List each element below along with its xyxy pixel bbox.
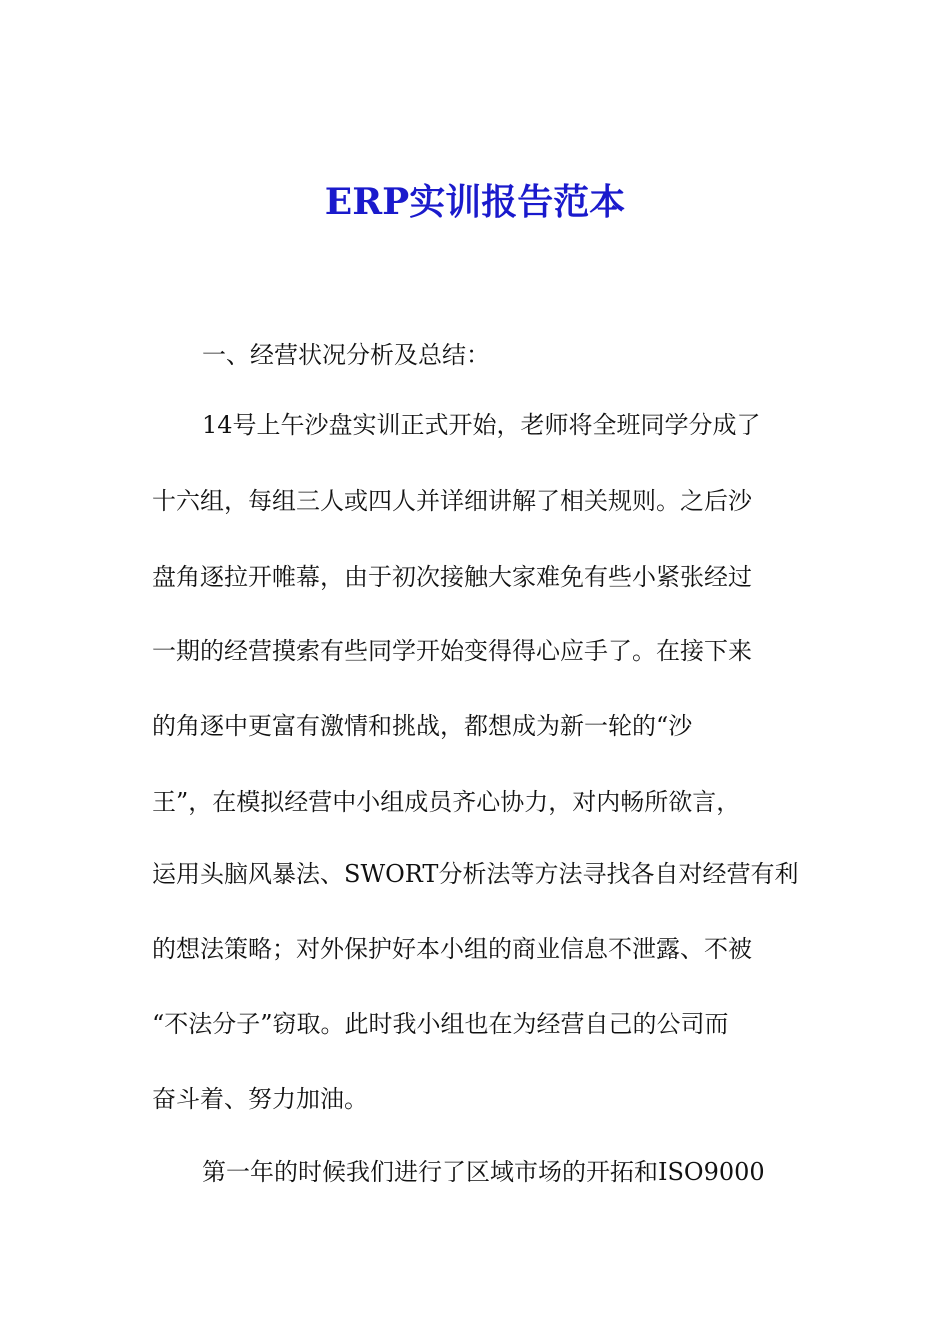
paragraph-line: 14号上午沙盘实训正式开始，老师将全班同学分成了 xyxy=(202,411,761,439)
paragraph-line: 盘角逐拉开帷幕，由于初次接触大家难免有些小紧张经过 xyxy=(152,563,752,591)
paragraph-line: 的角逐中更富有激情和挑战，都想成为新一轮的“沙 xyxy=(152,712,693,740)
paragraph-line: 十六组，每组三人或四人并详细讲解了相关规则。之后沙 xyxy=(152,487,752,515)
section-heading: 一、经营状况分析及总结： xyxy=(202,341,490,369)
paragraph-line: “不法分子”窃取。此时我小组也在为经营自己的公司而 xyxy=(152,1010,729,1038)
paragraph-line: 奋斗着、努力加油。 xyxy=(152,1085,368,1113)
paragraph-line: 一期的经营摸索有些同学开始变得得心应手了。在接下来 xyxy=(152,637,752,665)
paragraph-line: 的想法策略；对外保护好本小组的商业信息不泄露、不被 xyxy=(152,935,752,963)
paragraph-line: 第一年的时候我们进行了区域市场的开拓和ISO9000 xyxy=(202,1158,765,1186)
paragraph-line: 王”，在模拟经营中小组成员齐心协力，对内畅所欲言， xyxy=(152,788,741,816)
paragraph-line: 运用头脑风暴法、SWORT分析法等方法寻找各自对经营有利 xyxy=(152,860,799,888)
document-title: ERP实训报告范本 xyxy=(324,181,626,223)
